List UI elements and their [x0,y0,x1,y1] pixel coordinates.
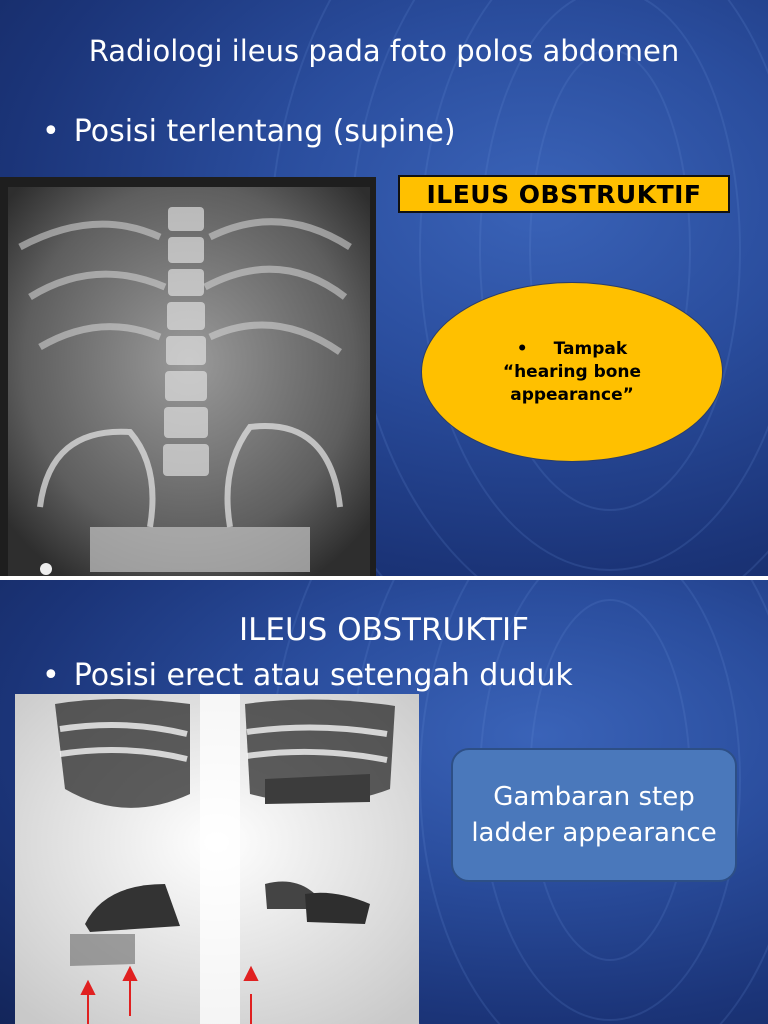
oval-bullet-dot: • [516,338,528,359]
xray-supine-icon [0,177,376,576]
oval-line3: appearance” [510,384,634,405]
slide-erect [0,580,768,1024]
bullet-dot: • [42,658,60,693]
oval-first-line [517,338,627,361]
erect-xray-image [15,694,419,1024]
oval-line2: “hearing bone [502,361,642,382]
bullet-supine [42,114,456,149]
diagnosis-tag: ILEUS OBSTRUKTIF [398,175,730,213]
slide-title: ILEUS OBSTRUKTIF [238,612,530,648]
finding-callout: Gambaran step ladder appearance [451,748,737,882]
supine-xray-image [0,177,376,576]
finding-oval [421,282,723,462]
bullet-text: Posisi erect atau setengah duduk [73,658,573,693]
bullet-erect [42,658,573,693]
oval-line1: Tampak [553,338,628,359]
xray-erect-icon [15,694,419,1024]
slide-title: Radiologi ileus pada foto polos abdomen [88,34,680,68]
bullet-text: Posisi terlentang (supine) [73,114,456,149]
bullet-dot: • [42,114,60,149]
